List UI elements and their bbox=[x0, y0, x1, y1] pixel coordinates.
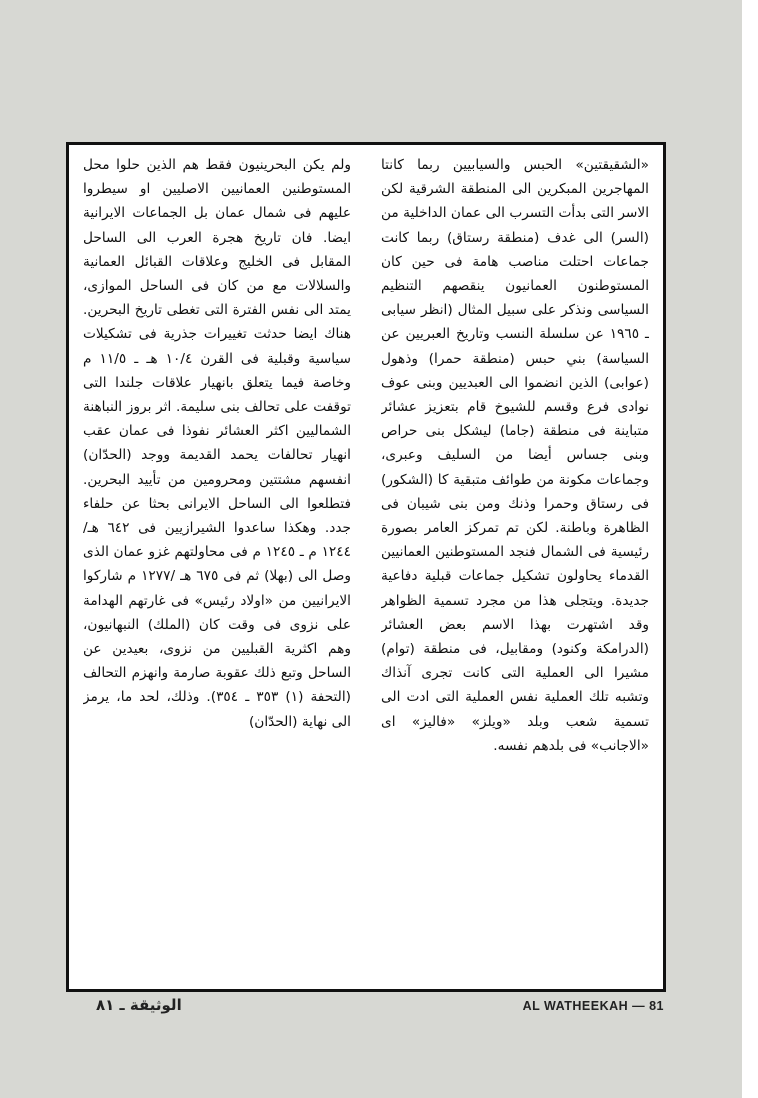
footer-arabic-page-number: الوثيقة ـ ٨١ bbox=[96, 996, 182, 1014]
column-right-text: «الشقيقتين» الحبس والسيابيين ربما كانتا المهاجرين المبكرين الى المنطقة الشرقية لكن الاسر التى بدأت التسرب الى عمان الداخلية من (السر) الى غدف (منطقة رستاق) ربما كانت جماعات احتلت مناصب هامة فى حين كان المستوطنون العمانيون ينقصهم التنظيم السياسى ونذكر على سبيل المثال (انظر سيابى ـ ١٩٦٥ عن سلسلة النسب وتاريخ العبريين عن السياسة) بني حبس (منطقة حمرا) وذهول (عوابى) الذين انضموا الى العبديين وبنى عوف نوادى فرع وقسم للشيوخ قام بتعزيز عشائر متباينة فى منطقة (جاما) ليشكل بنى حراص وبنى جساس أيضا من السليف وعبرى، وجماعات مكونة من طوائف متبقية كا (الشكور) فى رستاق وحمرا وذنك ومن بنى شيبان فى الظاهرة وباطنة. لكن تم تمركز العامر بصورة رئيسية فى الشمال فنجد المستوطنين العمانيين القدماء يحاولون تشكيل جماعات قبلية دفاعية جديدة. ويتجلى هذا من مجرد تسمية الظواهر وقد اشتهرت بهذا الاسم بعض العشائر (الدرامكة وكنود) ومقابيل، فى منطقة (توام) مشيرا الى العملية التى كانت تجرى آنذاك وتشبه تلك العملية نفس العملية التى ادت الى تسمية شعب وبلد «ويلز» «فاليز» اى «الاجانب» فى بلدهم نفسه. bbox=[381, 157, 649, 754]
page-edge bbox=[742, 0, 758, 1098]
column-left-text: ولم يكن البحرينيون فقط هم الذين حلوا محل المستوطنين العمانيين الاصليين او سيطروا عليهم فى شمال عمان بل الجماعات الايرانية ايضا. فان تاريخ هجرة العرب الى الساحل المقابل فى الخليج وعلاقات القبائل العمانية والسلالات مع من كان فى الساحل الموازى، يمتد الى نفس الفترة التى تغطى تاريخ البحرين. هناك ايضا حدثت تغييرات جذرية فى تشكيلات سياسية وقبلية فى القرن ١٠/٤ هـ ـ ١١/٥ م وخاصة فيما يتعلق بانهيار علاقات جلندا التى توقفت على تحالف بنى سليمة. اثر بروز النباهنة الشماليين اكثر العشائر نفوذا فى عمان عقب انهيار تحالفات يحمد القديمة ووجد (الحدّان) انفسهم مشتتين ومحرومين من تأييد البحرين. فتطلعوا الى الساحل الايرانى بحثا عن حلفاء جدد. وهكذا ساعدوا الشيرازيين فى ٦٤٢ هـ/ ١٢٤٤ م ـ ١٢٤٥ م فى محاولتهم غزو عمان الذى وصل الى (بهلا) ثم فى ٦٧٥ هـ /١٢٧٧ م شاركوا الايرانيين من «اولاد رئيس» فى غارتهم الهدامة على نزوى فى وقت كان (الملك) النبهانيون، وهم اكثرية القبليين من نزوى، بعيدين عن الساحل وتبع ذلك عقوبة صارمة وانهزم التحالف (التحفة (١) ٣٥٣ ـ ٣٥٤). وذلك، لحد ما، يرمز الى نهاية (الحدّان) bbox=[83, 157, 351, 730]
article-column-right bbox=[381, 153, 649, 983]
article-column-left bbox=[83, 153, 351, 983]
article-frame bbox=[66, 142, 666, 992]
footer-latin-page-number: AL WATHEEKAH — 81 bbox=[522, 999, 664, 1013]
